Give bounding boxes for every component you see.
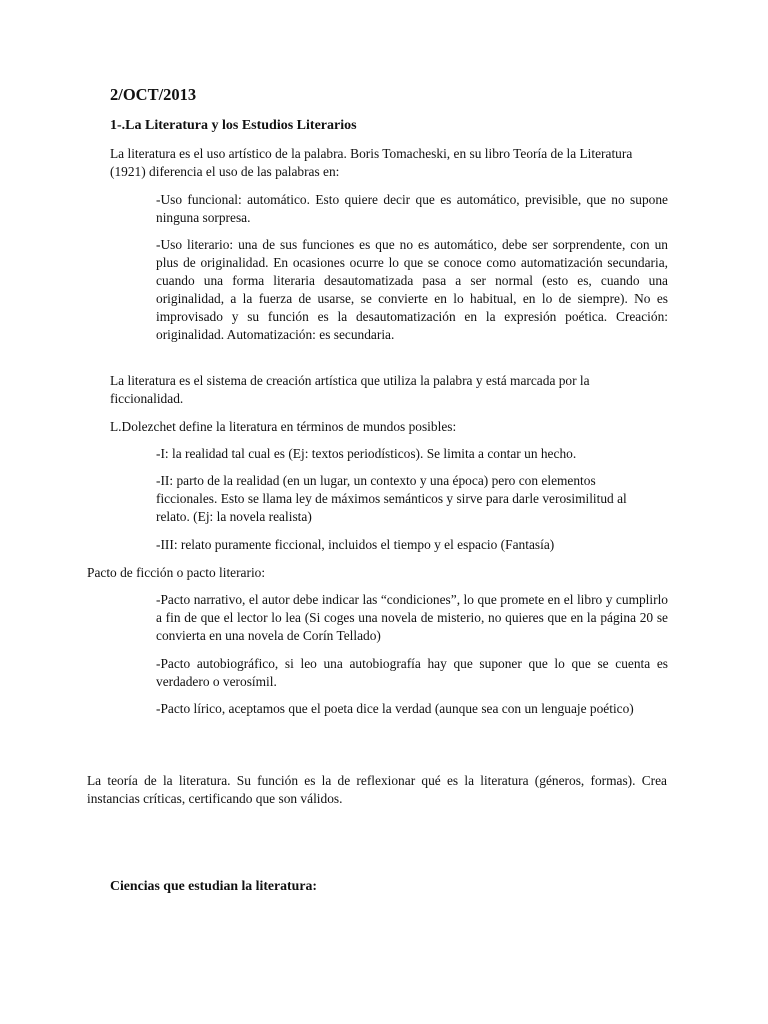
pacto-lirico-paragraph: -Pacto lírico, aceptamos que el poeta dice la verdad (aunque sea con un lenguaje poético) xyxy=(156,701,634,716)
ciencias-heading: Ciencias que estudian la literatura: xyxy=(110,878,317,893)
uso-funcional-paragraph: -Uso funcional: automático. Esto quiere decir que es automático, previsible, que no supone ninguna sorpresa. xyxy=(156,192,668,225)
uso-literario-paragraph: -Uso literario: una de sus funciones es que no es automático, debe ser sorprendente, con un plus de originalidad. En ocasiones ocurre lo que se conoce como automatización secundaria, cuando una forma literaria desautomatizada pasa a ser normal (esto es, cuando una originalidad, a la fuerza de usarse, se convierte en lo habitual, en lo de siempre). No es improvisado y su función es la desautomatización en la expresión poética. Creación: originalidad. Automatización: es secundaria. xyxy=(156,237,668,342)
mundo-iii-paragraph: -III: relato puramente ficcional, incluidos el tiempo y el espacio (Fantasía) xyxy=(156,537,555,552)
teoria-paragraph: La teoría de la literatura. Su función es la de reflexionar qué es la literatura (géneros, formas). Crea instancias críticas, certificando que son válidos. xyxy=(87,773,667,806)
mundo-i-paragraph: -I: la realidad tal cual es (Ej: textos periodísticos). Se limita a contar un hecho. xyxy=(156,446,577,461)
sistema-paragraph: La literatura es el sistema de creación artística que utiliza la palabra y está marcada por la ficcionalidad. xyxy=(110,373,590,406)
mundo-ii-paragraph: -II: parto de la realidad (en un lugar, un contexto y una época) pero con elementos ficcionales. Esto se llama ley de máximos semánticos y sirve para darle verosimilitud al relato. (Ej: la novela realista) xyxy=(156,473,627,524)
document-date: 2/OCT/2013 xyxy=(110,85,197,104)
intro-paragraph: La literatura es el uso artístico de la palabra. Boris Tomacheski, en su libro Teoría de la Literatura (1921) diferencia el uso de las palabras en: xyxy=(110,146,633,179)
section-heading: 1-.La Literatura y los Estudios Literarios xyxy=(110,118,357,133)
pacto-autobiografico-paragraph: -Pacto autobiográfico, si leo una autobiografía hay que suponer que lo que se cuenta es verdadero o verosímil. xyxy=(156,656,668,689)
dolezchet-paragraph: L.Dolezchet define la literatura en términos de mundos posibles: xyxy=(110,419,457,434)
pacto-narrativo-paragraph: -Pacto narrativo, el autor debe indicar las “condiciones”, lo que promete en el libro y cumplirlo a fin de que el lector lo lea (Si coges una novela de misterio, no quieres que en la página 20 se convierta en una novela de Corín Tellado) xyxy=(156,592,668,643)
pacto-title: Pacto de ficción o pacto literario: xyxy=(87,565,266,580)
